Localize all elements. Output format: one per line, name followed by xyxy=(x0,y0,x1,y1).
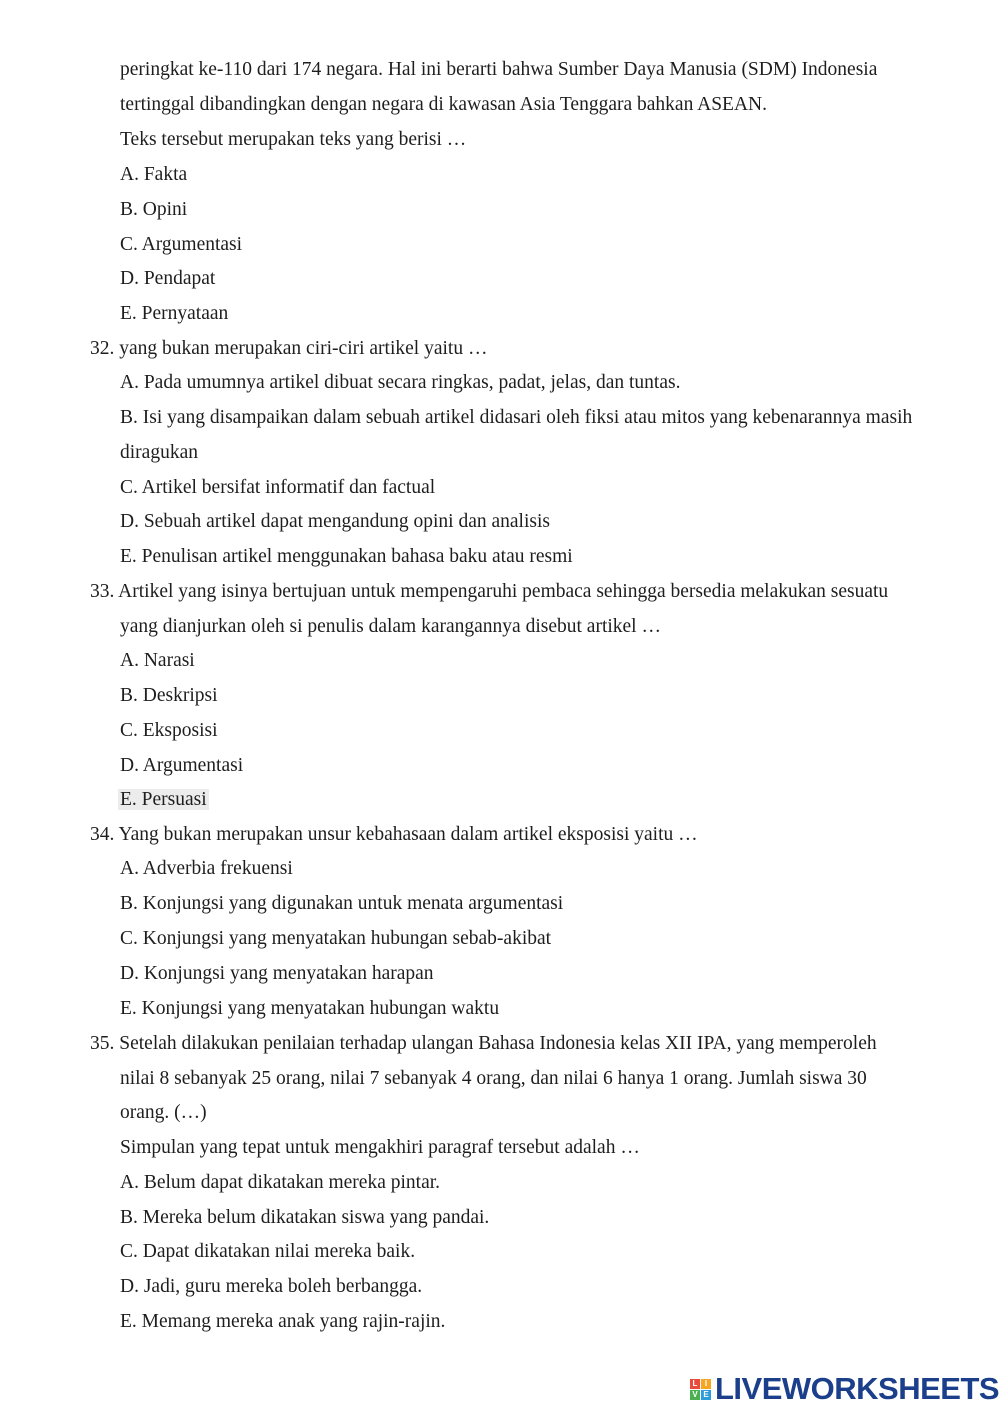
question-34: 34. Yang bukan merupakan unsur kebahasaan dalam artikel eksposisi yaitu … xyxy=(90,824,698,845)
q35-option-b[interactable]: B. Mereka belum dikatakan siswa yang pandai. xyxy=(120,1207,490,1228)
question-33-line-1: 33. Artikel yang isinya bertujuan untuk mempengaruhi pembaca sehingga bersedia melakukan sesuatu xyxy=(90,581,889,602)
q33-option-e-highlight: E. Persuasi xyxy=(120,789,207,810)
q35-prompt: Simpulan yang tepat untuk mengakhiri paragraf tersebut adalah … xyxy=(120,1137,640,1158)
q33-option-b[interactable]: B. Deskripsi xyxy=(120,685,218,706)
liveworksheets-logo xyxy=(690,1372,999,1406)
q35-option-e[interactable]: E. Memang mereka anak yang rajin-rajin. xyxy=(120,1311,446,1332)
intro-option-b[interactable]: B. Opini xyxy=(120,199,188,220)
q32-option-a[interactable]: A. Pada umumnya artikel dibuat secara ringkas, padat, jelas, dan tuntas. xyxy=(120,372,681,393)
q34-option-a[interactable]: A. Adverbia frekuensi xyxy=(120,858,293,879)
q34-option-c[interactable]: C. Konjungsi yang menyatakan hubungan sebab-akibat xyxy=(120,928,552,949)
q32-option-b-line-2[interactable]: diragukan xyxy=(120,442,198,463)
q35-option-a[interactable]: A. Belum dapat dikatakan mereka pintar. xyxy=(120,1172,441,1193)
intro-option-d[interactable]: D. Pendapat xyxy=(120,268,216,289)
logo-squares-icon xyxy=(690,1379,711,1400)
question-33-line-2: yang dianjurkan oleh si penulis dalam karangannya disebut artikel … xyxy=(120,616,661,637)
question-32: 32. yang bukan merupakan ciri-ciri artikel yaitu … xyxy=(90,338,488,359)
q33-option-a[interactable]: A. Narasi xyxy=(120,650,195,671)
q34-option-e[interactable]: E. Konjungsi yang menyatakan hubungan waktu xyxy=(120,998,500,1019)
q32-option-c[interactable]: C. Artikel bersifat informatif dan factual xyxy=(120,477,436,498)
question-35-line-2: nilai 8 sebanyak 25 orang, nilai 7 sebanyak 4 orang, dan nilai 6 hanya 1 orang. Jumlah siswa 30 xyxy=(120,1068,867,1089)
q35-option-d[interactable]: D. Jadi, guru mereka boleh berbangga. xyxy=(120,1276,423,1297)
logo-letter-v: V xyxy=(690,1390,700,1400)
logo-letter-e: E xyxy=(701,1390,711,1400)
intro-prompt: Teks tersebut merupakan teks yang berisi … xyxy=(120,129,467,150)
q33-option-c[interactable]: C. Eksposisi xyxy=(120,720,218,741)
q33-option-d[interactable]: D. Argumentasi xyxy=(120,755,244,776)
logo-letter-i: I xyxy=(701,1379,711,1389)
q34-option-b[interactable]: B. Konjungsi yang digunakan untuk menata argumentasi xyxy=(120,893,564,914)
intro-text-line-2: tertinggal dibandingkan dengan negara di kawasan Asia Tenggara bahkan ASEAN. xyxy=(120,94,768,115)
q34-option-d[interactable]: D. Konjungsi yang menyatakan harapan xyxy=(120,963,434,984)
logo-text: LIVEWORKSHEETS xyxy=(715,1371,999,1406)
intro-option-c[interactable]: C. Argumentasi xyxy=(120,234,243,255)
q35-option-c[interactable]: C. Dapat dikatakan nilai mereka baik. xyxy=(120,1241,416,1262)
q32-option-d[interactable]: D. Sebuah artikel dapat mengandung opini dan analisis xyxy=(120,511,550,532)
logo-letter-l: L xyxy=(690,1379,700,1389)
q32-option-e[interactable]: E. Penulisan artikel menggunakan bahasa baku atau resmi xyxy=(120,546,573,567)
intro-text-line-1: peringkat ke-110 dari 174 negara. Hal ini berarti bahwa Sumber Daya Manusia (SDM) Indonesia xyxy=(120,59,878,80)
q32-option-b-line-1[interactable]: B. Isi yang disampaikan dalam sebuah artikel didasari oleh fiksi atau mitos yang kebenarannya masih xyxy=(120,407,913,428)
q33-option-e[interactable] xyxy=(120,788,209,812)
question-35-line-1: 35. Setelah dilakukan penilaian terhadap ulangan Bahasa Indonesia kelas XII IPA, yang memperoleh xyxy=(90,1033,877,1054)
question-35-line-3: orang. (…) xyxy=(120,1102,207,1123)
intro-option-a[interactable]: A. Fakta xyxy=(120,164,188,185)
intro-option-e[interactable]: E. Pernyataan xyxy=(120,303,229,324)
